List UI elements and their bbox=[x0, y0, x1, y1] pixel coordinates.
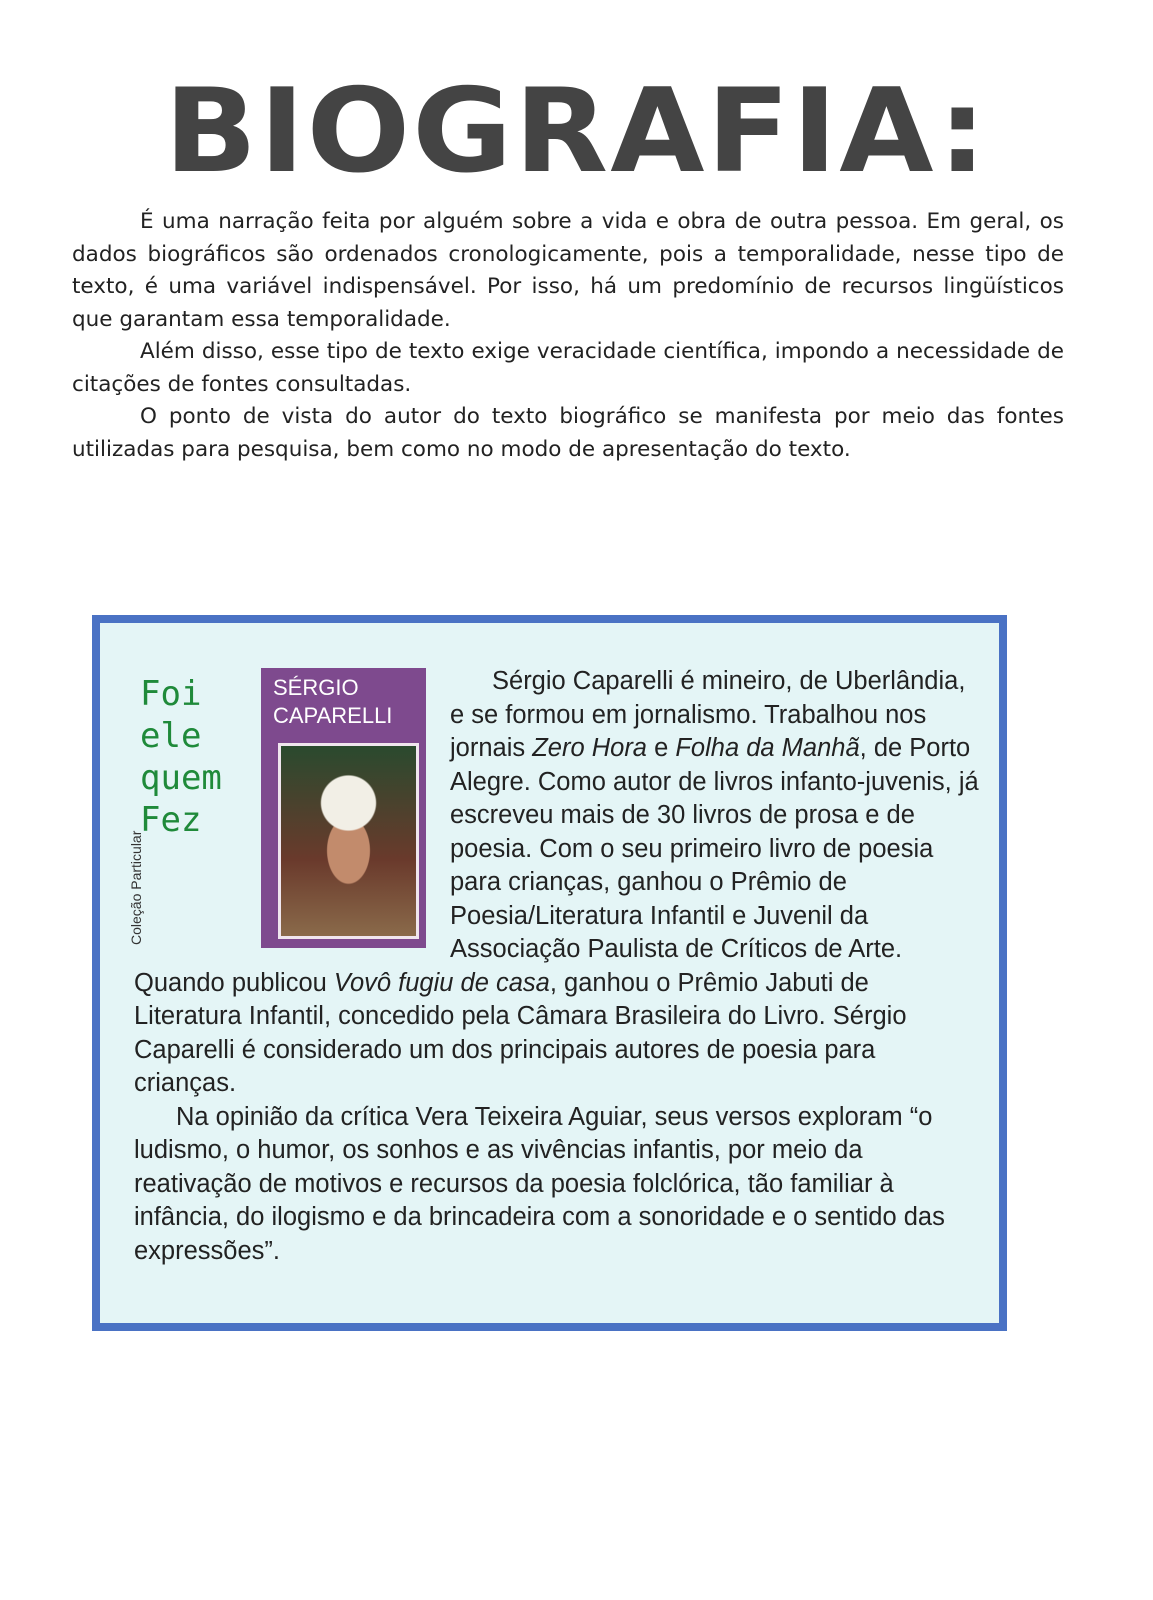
intro-paragraph: O ponto de vista do autor do texto biográfico se manifesta por meio das fontes utilizadas para pesquisa, bem como no modo de apresentação do texto. bbox=[72, 404, 1064, 462]
author-first-name: SÉRGIO bbox=[273, 675, 359, 700]
bio-paragraph-2: Na opinião da crítica Vera Teixeira Aguiar, seus versos exploram “o ludismo, o humor, os sonhos e as vivências infantis, por meio da reativação de motivos e recursos da poesia folclórica, tão familiar à infância, do ilogismo e da brincadeira com a sonoridade e o sentido das expressões”. bbox=[134, 1102, 945, 1265]
author-last-name: CAPARELLI bbox=[273, 703, 393, 728]
handwritten-word: quem bbox=[140, 758, 222, 798]
side-column bbox=[128, 665, 450, 955]
handwritten-word: Fez bbox=[140, 800, 202, 840]
text: Sérgio Caparelli é mineiro, de Uberlândia, e se formou em jornalismo. Trabalhou nos jornais bbox=[450, 667, 966, 762]
intro-paragraph: É uma narração feita por alguém sobre a vida e obra de outra pessoa. Em geral, os dados biográficos são ordenados cronologicamente, pois a temporalidade, nesse tipo de texto, é uma variável indispensável. Por isso, há um predomínio de recursos lingüísticos que garantam essa temporalidade. bbox=[72, 209, 1064, 332]
intro-paragraph: Além disso, esse tipo de texto exige veracidade científica, impondo a necessidade de citações de fontes consultadas. bbox=[72, 339, 1064, 397]
newspaper-title: Folha da Manhã bbox=[675, 734, 860, 762]
book-title: Vovô fugiu de casa bbox=[333, 968, 550, 997]
photo-credit: Coleção Particular bbox=[128, 830, 144, 945]
page-title: BIOGRAFIA: bbox=[164, 64, 989, 199]
handwritten-word: Foi bbox=[140, 674, 202, 714]
author-card-name bbox=[273, 674, 392, 730]
newspaper-title: Zero Hora bbox=[532, 734, 647, 762]
handwritten-note bbox=[140, 673, 222, 841]
biography-content bbox=[128, 665, 979, 1268]
handwritten-word: ele bbox=[140, 716, 202, 756]
text: , ganhou o Prêmio Jabuti de Literatura Infantil, concedido pela Câmara Brasileira do Livro. Sérgio Caparelli é considerado um dos principais autores de poesia para crianças. bbox=[134, 968, 907, 1097]
intro-text bbox=[72, 206, 1064, 466]
biography-box bbox=[92, 615, 1007, 1331]
text: e bbox=[647, 734, 676, 762]
text: , de Porto Alegre. Como autor de livros infanto-juvenis, já escreveu mais de 30 livros de prosa e de poesia. Com o seu primeiro livro de poesia para crianças, ganhou o Prêmio de Poesia/Literatura Infantil e Juvenil da Associação Paulista de Críticos de Arte. Quando publicou bbox=[134, 734, 979, 997]
author-card bbox=[261, 668, 426, 948]
author-photo bbox=[278, 743, 419, 939]
